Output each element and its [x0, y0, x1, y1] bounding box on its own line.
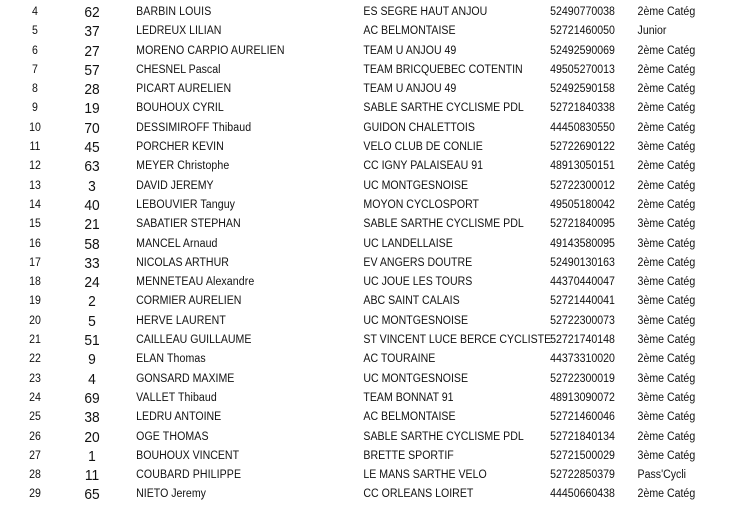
club-name-cell: SABLE SARTHE CYCLISME PDL: [363, 218, 524, 231]
rider-name-cell: CORMIER AURELIEN: [136, 295, 242, 308]
club-name-cell: UC MONTGESNOISE: [363, 179, 469, 192]
rider-name-cell: NIETO Jeremy: [136, 488, 206, 501]
club-name-cell: CC ORLEANS LOIRET: [363, 488, 474, 501]
licence-number-cell: 52722850379: [550, 469, 615, 482]
place-cell: 12: [29, 160, 41, 173]
table-row: [0, 138, 696, 157]
club-name-cell: SABLE SARTHE CYCLISME PDL: [363, 430, 524, 443]
bib-number-cell: 40: [84, 196, 100, 214]
bib-number-cell: 21: [84, 216, 100, 234]
category-cell: 3ème Catég: [637, 314, 696, 327]
bib-number-cell: 4: [88, 370, 96, 388]
bib-number-cell: 27: [84, 42, 100, 60]
club-name-cell: TEAM BONNAT 91: [363, 391, 454, 404]
club-name-cell: GUIDON CHALETTOIS: [363, 121, 475, 134]
rider-name-cell: LEBOUVIER Tanguy: [136, 198, 236, 211]
bib-number-cell: 33: [84, 254, 100, 272]
place-cell: 7: [32, 63, 38, 76]
rider-name-cell: NICOLAS ARTHUR: [136, 256, 229, 269]
place-cell: 9: [32, 102, 38, 115]
category-cell: 3ème Catég: [637, 449, 696, 462]
bib-number-cell: 9: [88, 351, 96, 369]
category-cell: 2ème Catég: [637, 83, 696, 96]
licence-number-cell: 52722690122: [550, 141, 615, 154]
rider-name-cell: MORENO CARPIO AURELIEN: [136, 44, 285, 57]
rider-name-cell: BOUHOUX CYRIL: [136, 102, 224, 115]
place-cell: 4: [32, 6, 38, 18]
licence-number-cell: 52492590158: [550, 83, 615, 96]
licence-number-cell: 52721440041: [550, 295, 615, 308]
category-cell: 2ème Catég: [637, 256, 696, 269]
bib-number-cell: 5: [88, 312, 96, 330]
licence-number-cell: 44450830550: [550, 121, 615, 134]
category-cell: 3ème Catég: [637, 276, 696, 289]
place-cell: 5: [32, 25, 38, 38]
licence-number-cell: 52490770038: [550, 6, 615, 18]
rider-name-cell: SABATIER STEPHAN: [136, 218, 241, 231]
bib-number-cell: 20: [84, 428, 100, 446]
place-cell: 27: [29, 449, 41, 462]
bib-number-cell: 63: [84, 158, 100, 176]
category-cell: Junior: [637, 25, 667, 38]
licence-number-cell: 52721840095: [550, 218, 615, 231]
bib-number-cell: 65: [84, 486, 100, 504]
licence-number-cell: 52722300019: [550, 372, 615, 385]
place-cell: 21: [29, 334, 41, 347]
licence-number-cell: 52492590069: [550, 44, 615, 57]
table-row: [0, 331, 696, 350]
bib-number-cell: 58: [84, 235, 100, 253]
place-cell: 25: [29, 411, 41, 424]
club-name-cell: UC LANDELLAISE: [363, 237, 453, 250]
place-cell: 8: [32, 83, 38, 96]
table-row: [0, 312, 696, 331]
category-cell: 2ème Catég: [637, 44, 696, 57]
place-cell: 22: [29, 353, 41, 366]
bib-number-cell: 2: [88, 293, 96, 311]
club-name-cell: ABC SAINT CALAIS: [363, 295, 460, 308]
table-row: [0, 61, 696, 80]
category-cell: 3ème Catég: [637, 334, 696, 347]
club-name-cell: CC IGNY PALAISEAU 91: [363, 160, 483, 173]
bib-number-cell: 1: [88, 447, 96, 465]
place-cell: 13: [29, 179, 41, 192]
licence-number-cell: 49505180042: [550, 198, 615, 211]
club-name-cell: UC JOUE LES TOURS: [363, 276, 473, 289]
category-cell: 3ème Catég: [637, 218, 696, 231]
category-cell: 2ème Catég: [637, 198, 696, 211]
place-cell: 6: [32, 44, 38, 57]
licence-number-cell: 49143580095: [550, 237, 615, 250]
table-row: [0, 119, 696, 138]
place-cell: 17: [29, 256, 41, 269]
licence-number-cell: 52722300012: [550, 179, 615, 192]
bib-number-cell: 62: [84, 4, 100, 21]
club-name-cell: UC MONTGESNOISE: [363, 314, 469, 327]
rider-name-cell: MEYER Christophe: [136, 160, 230, 173]
bib-number-cell: 19: [84, 100, 100, 118]
category-cell: Pass'Cycli: [637, 469, 687, 482]
table-row: [0, 466, 690, 485]
table-row: [0, 447, 696, 466]
table-row: [0, 177, 696, 196]
licence-number-cell: 52721740148: [550, 334, 615, 347]
category-cell: 3ème Catég: [637, 295, 696, 308]
bib-number-cell: 3: [88, 177, 96, 195]
rider-name-cell: GONSARD MAXIME: [136, 372, 235, 385]
place-cell: 28: [29, 469, 41, 482]
rider-name-cell: COUBARD PHILIPPE: [136, 469, 242, 482]
licence-number-cell: 49505270013: [550, 63, 615, 76]
bib-number-cell: 57: [84, 61, 100, 79]
place-cell: 24: [29, 391, 41, 404]
bib-number-cell: 45: [84, 139, 100, 157]
place-cell: 23: [29, 372, 41, 385]
bib-number-cell: 70: [84, 119, 100, 137]
club-name-cell: TEAM U ANJOU 49: [363, 44, 457, 57]
category-cell: 2ème Catég: [637, 353, 696, 366]
table-row: [0, 42, 696, 61]
rider-name-cell: HERVE LAURENT: [136, 314, 226, 327]
bib-number-cell: 51: [84, 332, 100, 350]
club-name-cell: EV ANGERS DOUTRE: [363, 256, 473, 269]
rider-name-cell: VALLET Thibaud: [136, 391, 217, 404]
category-cell: 2ème Catég: [637, 63, 696, 76]
table-row: [0, 3, 696, 22]
category-cell: 2ème Catég: [637, 102, 696, 115]
table-row: [0, 292, 696, 311]
place-cell: 29: [29, 488, 41, 501]
rider-name-cell: DAVID JEREMY: [136, 179, 214, 192]
place-cell: 10: [29, 121, 41, 134]
category-cell: 2ème Catég: [637, 6, 696, 18]
licence-number-cell: 52721840338: [550, 102, 615, 115]
bib-number-cell: 28: [84, 81, 100, 99]
club-name-cell: SABLE SARTHE CYCLISME PDL: [363, 102, 524, 115]
club-name-cell: TEAM BRICQUEBEC COTENTIN: [363, 63, 523, 76]
licence-number-cell: 52490130163: [550, 256, 615, 269]
table-row: [0, 215, 696, 234]
place-cell: 16: [29, 237, 41, 250]
category-cell: 3ème Catég: [637, 391, 696, 404]
licence-number-cell: 52721460050: [550, 25, 615, 38]
table-row: [0, 157, 696, 176]
licence-number-cell: 48913090072: [550, 391, 615, 404]
club-name-cell: ES SEGRE HAUT ANJOU: [363, 6, 488, 18]
club-name-cell: AC TOURAINE: [363, 353, 436, 366]
rider-name-cell: OGE THOMAS: [136, 430, 209, 443]
place-cell: 20: [29, 314, 41, 327]
place-cell: 14: [29, 198, 41, 211]
licence-number-cell: 52721840134: [550, 430, 615, 443]
bib-number-cell: 11: [84, 467, 100, 485]
bib-number-cell: 38: [84, 409, 100, 427]
club-name-cell: AC BELMONTAISE: [363, 25, 456, 38]
category-cell: 2ème Catég: [637, 160, 696, 173]
rider-name-cell: MENNETEAU Alexandre: [136, 276, 255, 289]
category-cell: 3ème Catég: [637, 237, 696, 250]
category-cell: 2ème Catég: [637, 179, 696, 192]
rider-name-cell: ELAN Thomas: [136, 353, 206, 366]
rider-name-cell: PORCHER KEVIN: [136, 141, 224, 154]
category-cell: 3ème Catég: [637, 372, 696, 385]
table-row: [0, 350, 696, 369]
table-row: [0, 235, 696, 254]
table-row: [0, 99, 696, 118]
place-cell: 19: [29, 295, 41, 308]
rider-name-cell: LEDREUX LILIAN: [136, 25, 222, 38]
category-cell: 3ème Catég: [637, 141, 696, 154]
club-name-cell: MOYON CYCLOSPORT: [363, 198, 480, 211]
licence-number-cell: 44450660438: [550, 488, 615, 501]
rider-name-cell: MANCEL Arnaud: [136, 237, 218, 250]
club-name-cell: VELO CLUB DE CONLIE: [363, 141, 483, 154]
table-row: [0, 254, 696, 273]
place-cell: 18: [29, 276, 41, 289]
table-row: [0, 408, 696, 427]
table-row: [0, 80, 696, 99]
table-row: [0, 273, 696, 292]
table-row: [0, 196, 696, 215]
table-row: [0, 428, 696, 447]
licence-number-cell: 44373310020: [550, 353, 615, 366]
rider-name-cell: DESSIMIROFF Thibaud: [136, 121, 252, 134]
licence-number-cell: 52722300073: [550, 314, 615, 327]
licence-number-cell: 52721500029: [550, 449, 615, 462]
licence-number-cell: 44370440047: [550, 276, 615, 289]
category-cell: 2ème Catég: [637, 430, 696, 443]
licence-number-cell: 48913050151: [550, 160, 615, 173]
place-cell: 11: [29, 141, 41, 154]
bib-number-cell: 24: [84, 274, 100, 292]
place-cell: 26: [29, 430, 41, 443]
table-row: [0, 389, 696, 408]
rider-name-cell: PICART AURELIEN: [136, 83, 232, 96]
club-name-cell: ST VINCENT LUCE BERCE CYCLISTE: [363, 334, 552, 347]
rider-name-cell: CAILLEAU GUILLAUME: [136, 334, 252, 347]
table-row: [0, 22, 690, 41]
category-cell: 3ème Catég: [637, 411, 696, 424]
rider-name-cell: BOUHOUX VINCENT: [136, 449, 240, 462]
table-row: [0, 485, 696, 504]
bib-number-cell: 69: [84, 389, 100, 407]
club-name-cell: BRETTE SPORTIF: [363, 449, 454, 462]
table-row: [0, 370, 696, 389]
club-name-cell: LE MANS SARTHE VELO: [363, 469, 487, 482]
category-cell: 2ème Catég: [637, 121, 696, 134]
club-name-cell: TEAM U ANJOU 49: [363, 83, 457, 96]
licence-number-cell: 52721460046: [550, 411, 615, 424]
rider-name-cell: BARBIN LOUIS: [136, 6, 212, 18]
club-name-cell: AC BELMONTAISE: [363, 411, 456, 424]
rider-name-cell: LEDRU ANTOINE: [136, 411, 222, 424]
category-cell: 2ème Catég: [637, 488, 696, 501]
place-cell: 15: [29, 218, 41, 231]
rider-name-cell: CHESNEL Pascal: [136, 63, 221, 76]
bib-number-cell: 37: [84, 23, 100, 41]
club-name-cell: UC MONTGESNOISE: [363, 372, 469, 385]
